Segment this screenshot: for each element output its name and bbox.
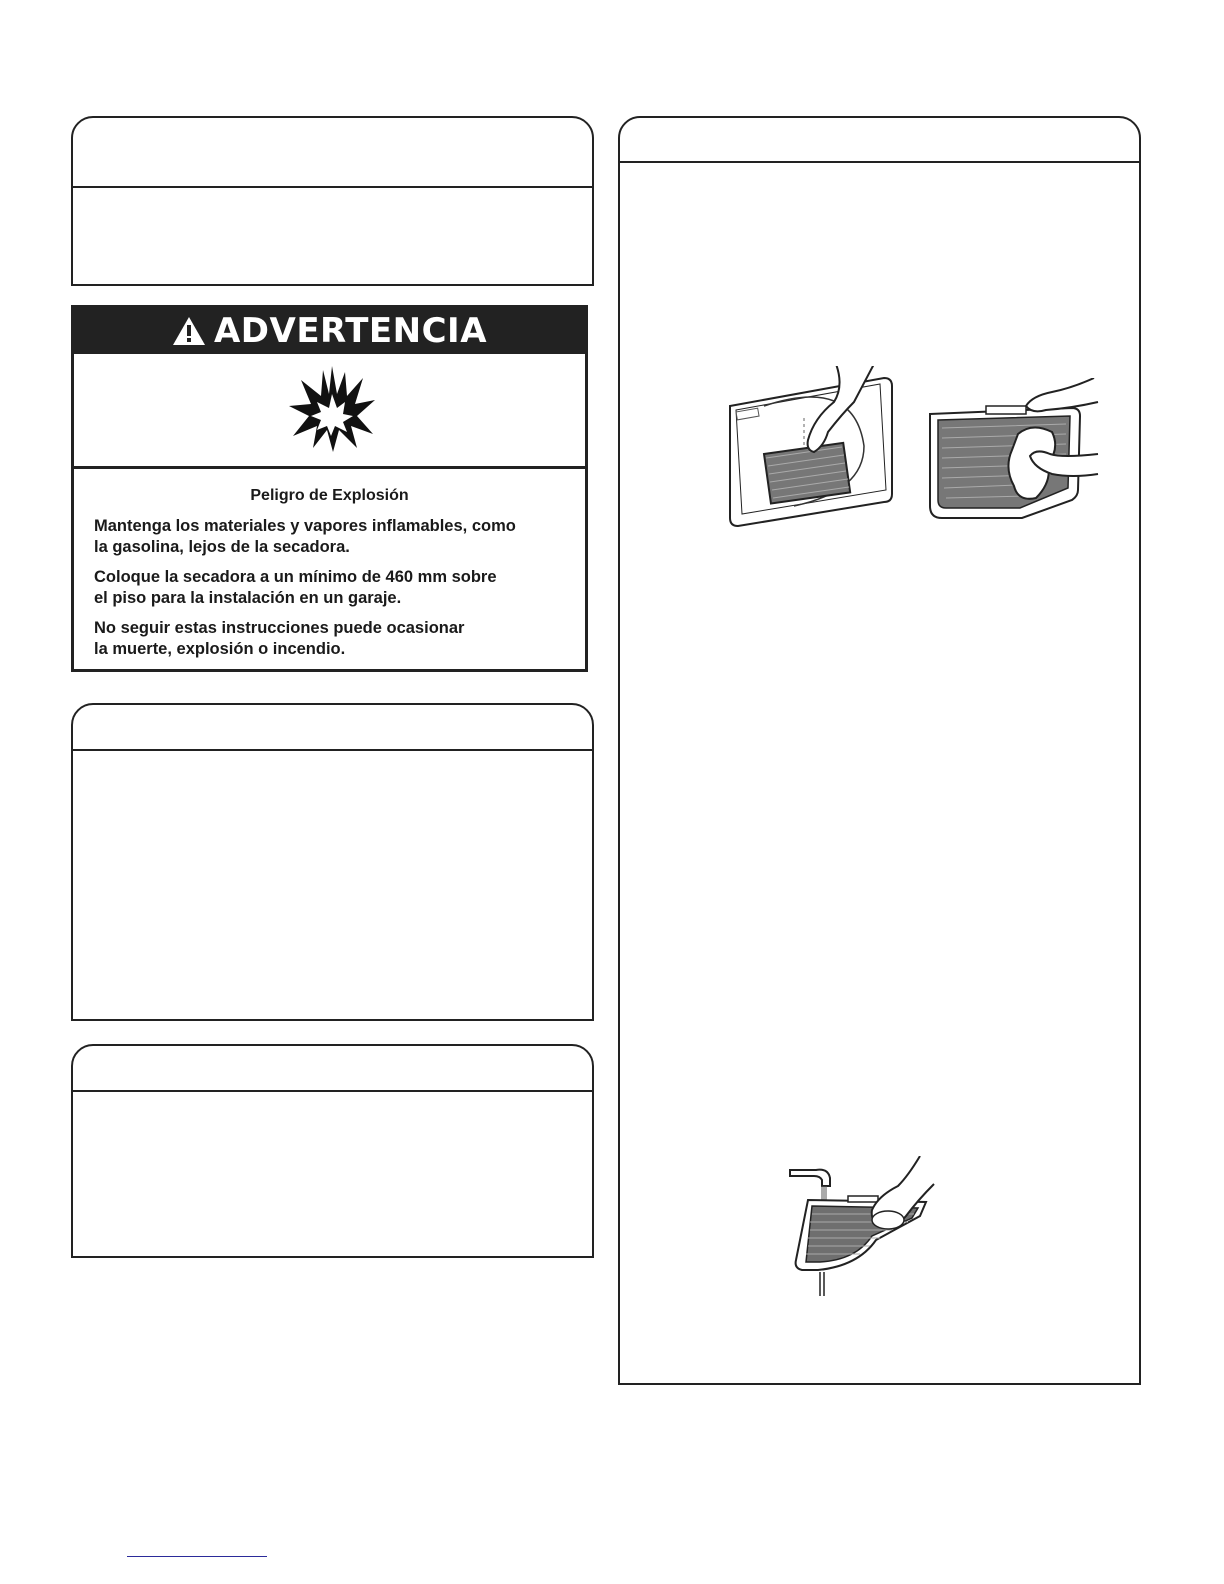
hazard-name: Peligro de Explosión bbox=[250, 487, 409, 504]
section-panel-middle-left bbox=[71, 703, 594, 1021]
warning-line: el piso para la instalación en un garaje. bbox=[94, 589, 402, 607]
warning-box bbox=[71, 305, 588, 672]
explosion-icon bbox=[287, 364, 377, 454]
lint-screen-removal-illustration bbox=[724, 366, 904, 536]
section-panel-header bbox=[71, 705, 594, 751]
warning-triangle-icon bbox=[172, 316, 206, 346]
warning-instruction-1 bbox=[94, 516, 565, 558]
warning-instruction-3 bbox=[94, 618, 565, 660]
warning-title: ADVERTENCIA bbox=[213, 311, 488, 351]
warning-header bbox=[74, 308, 585, 354]
section-panel-header bbox=[618, 118, 1141, 163]
warning-body bbox=[74, 469, 585, 669]
section-panel-bottom-left bbox=[71, 1044, 594, 1258]
section-panel-header bbox=[71, 1046, 594, 1092]
section-panel-top-left bbox=[71, 116, 594, 286]
warning-line: Coloque la secadora a un mínimo de 460 mm sobre bbox=[94, 568, 497, 586]
warning-line: la gasolina, lejos de la secadora. bbox=[94, 538, 350, 556]
lint-screen-wiping-illustration bbox=[922, 378, 1102, 538]
warning-line: Mantenga los materiales y vapores inflamables, como bbox=[94, 517, 516, 535]
lint-screen-washing-illustration bbox=[788, 1156, 948, 1306]
footer-link-underline[interactable] bbox=[127, 1556, 267, 1557]
section-panel-header bbox=[71, 118, 594, 188]
section-panel-right bbox=[618, 116, 1141, 1385]
warning-line: la muerte, explosión o incendio. bbox=[94, 640, 346, 658]
warning-instruction-2 bbox=[94, 567, 565, 609]
warning-line: No seguir estas instrucciones puede ocasionar bbox=[94, 619, 465, 637]
warning-symbol-area bbox=[74, 354, 585, 469]
